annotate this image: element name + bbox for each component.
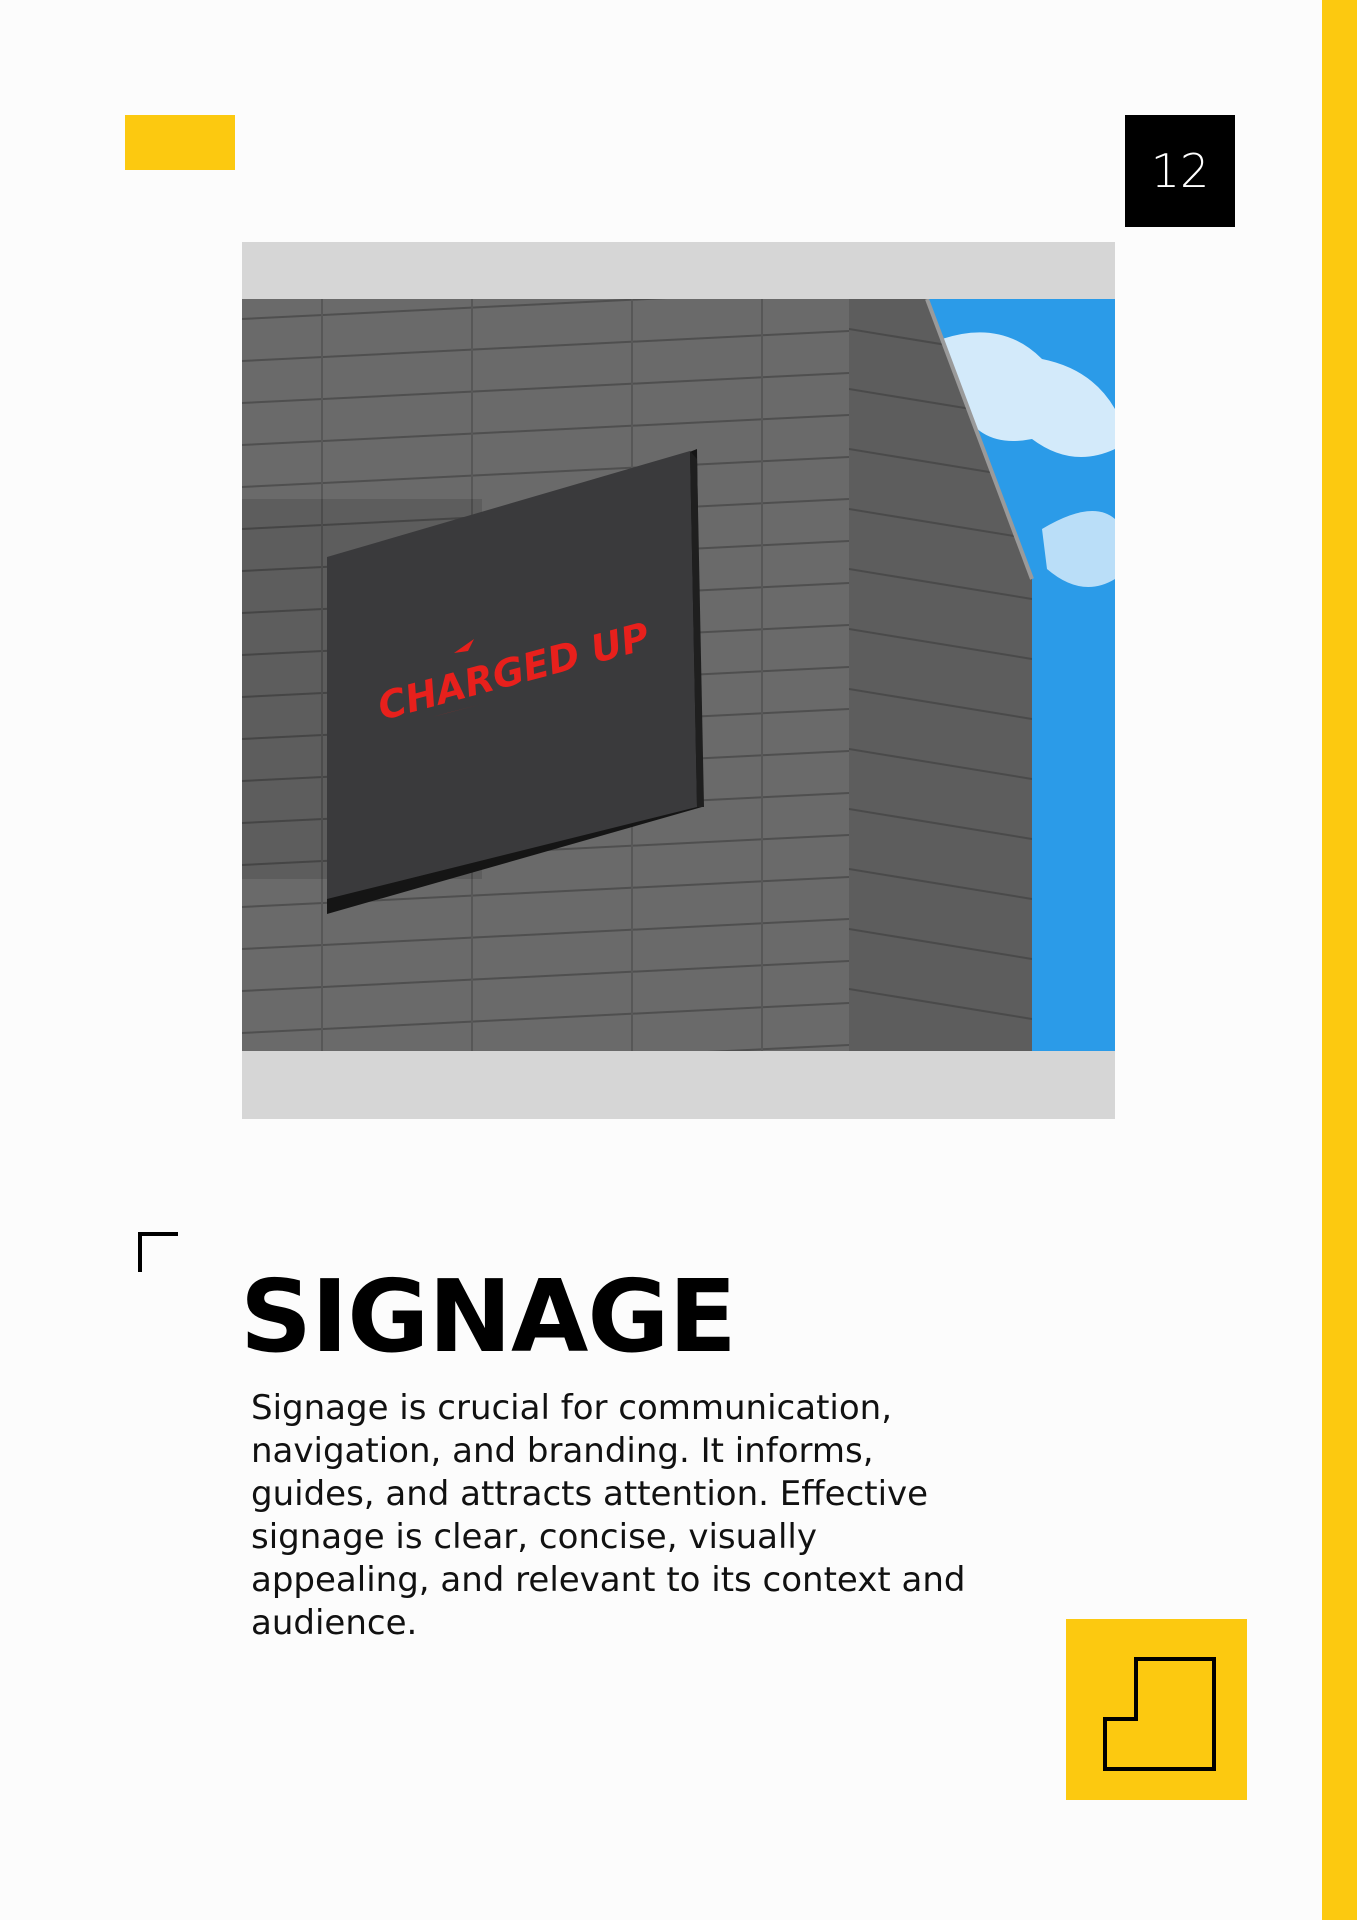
top-accent-block [125,115,235,170]
building-illustration [242,299,1115,1051]
sign-logo-text: CHARGED UP [373,614,655,729]
page-number-badge [1125,115,1235,227]
signage-photo [242,242,1115,1119]
description-text: Signage is crucial for communication, navigation, and branding. It informs, guides, and attracts attention. Effective signage is clear, concise, visually appealing, and relevant to its context and audience. [251,1388,966,1643]
page-number: 12 [1150,144,1210,198]
corner-bracket-icon [138,1232,178,1272]
bottom-accent-block [1066,1619,1247,1800]
side-accent-bar [1322,0,1357,1920]
page-title: SIGNAGE [240,1258,736,1375]
step-outline-icon [1066,1619,1247,1800]
